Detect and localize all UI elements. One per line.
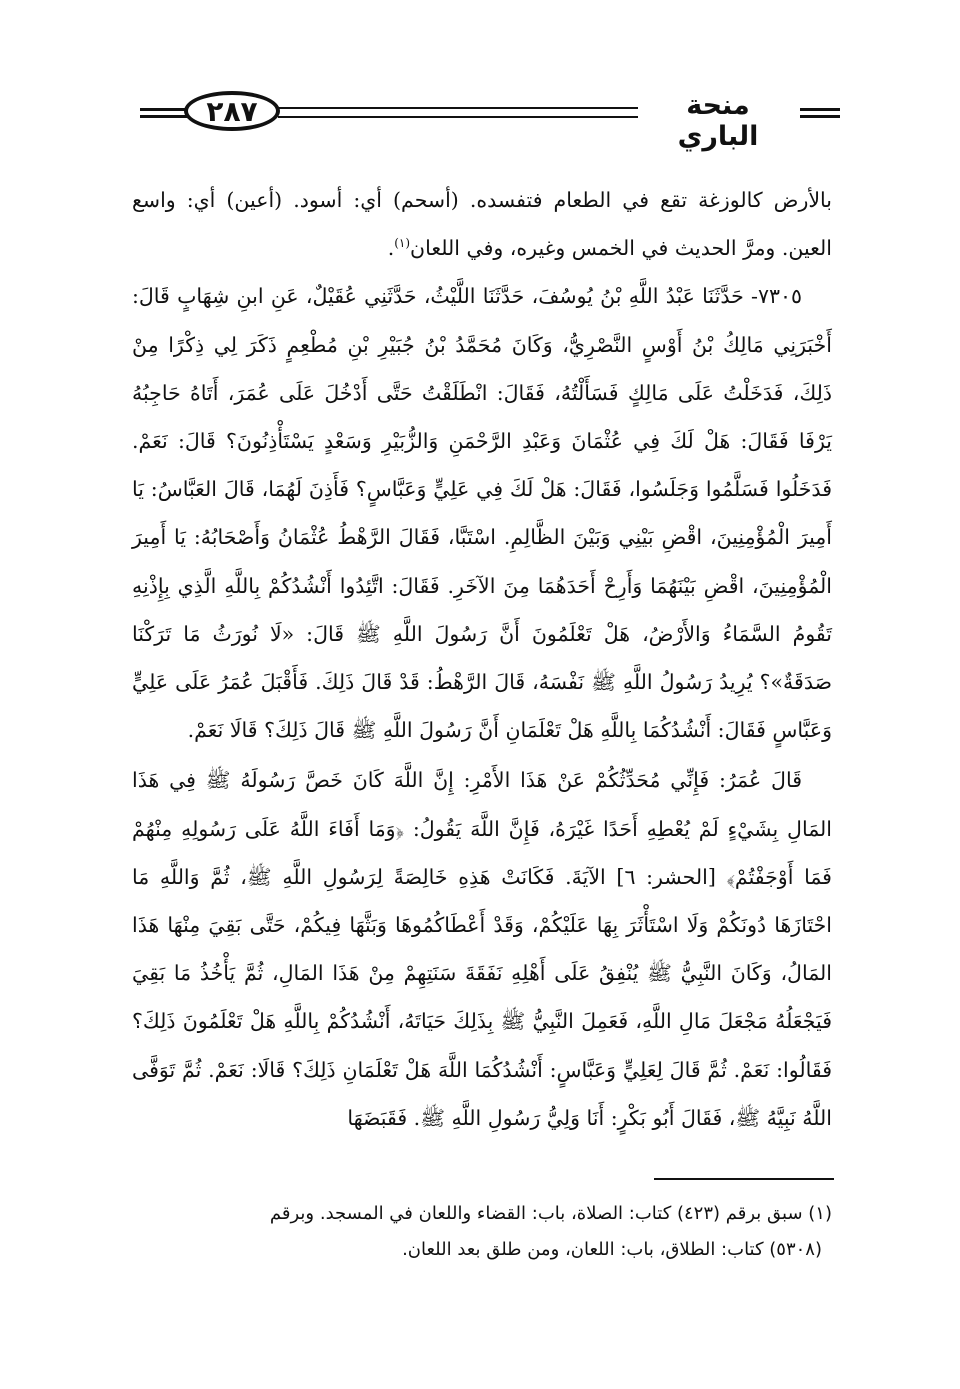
header-rule-right xyxy=(800,115,840,118)
page-header xyxy=(140,88,840,152)
footnote-marker[interactable]: (١) xyxy=(394,236,411,251)
footnote-line: (١) سبق برقم (٤٢٣) كتاب: الصلاة، باب: القضاء واللعان في المسجد. وبرقم xyxy=(269,1203,832,1224)
intro-end: . xyxy=(387,236,395,261)
footnote-rule xyxy=(654,1178,834,1180)
main-text xyxy=(132,176,832,1142)
book-title: منحة الباري xyxy=(677,90,759,152)
hadith-paragraph: ٧٣٠٥- حَدَّثَنَا عَبْدُ اللَّهِ بْنُ يُوسُفَ، حَدَّثَنَا اللَّيْثُ، حَدَّثَنِي عُقَيْلٌ، عَنِ ابنِ شِهَابٍ قَالَ: أَخْبَرَنِي مَالِكُ بْنُ أَوْسٍ النَّصْرِيُّ، وَكَانَ مُحَمَّدُ بْنُ جُبَيْرِ بْنِ مُطْعِمٍ ذَكَرَ لِي ذِكْرًا مِنْ ذَلِكَ، فَدَخَلْتُ عَلَى مَالِكٍ فَسَأَلْتُهُ، فَقَالَ: انْطَلَقْتُ حَتَّى أَدْخُلَ عَلَى عُمَرَ، أَتَاهُ حَاجِبُهُ يَرْفَا فَقَالَ: هَلْ لَكَ فِي عُثْمَانَ وَعَبْدِ الرَّحْمَنِ وَالزُّبَيْرِ وَسَعْدٍ يَسْتَأْذِنُونَ؟ قَالَ: نَعَمْ. فَدَخَلُوا فَسَلَّمُوا وَجَلَسُوا، فَقَالَ: هَلْ لَكَ فِي عَلِيٍّ وَعَبَّاسٍ؟ فَأَذِنَ لَهُمَا، قَالَ العَبَّاسُ: يَا أَمِيرَ الْمُؤْمِنِينَ، اقْضِ بَيْنِي وَبَيْنَ الظَّالِمِ. اسْتَبَّا، فَقَالَ الرَّهْطُ عُثْمَانُ وَأَصْحَابُهُ: يَا أَمِيرَ الْمُؤْمِنِينَ، اقْضِ بَيْنَهُمَا وَأَرِحْ أَحَدَهُمَا مِنَ الآخَرِ. فَقَالَ: اتَّئِدُوا أَنْشُدُكُمْ بِاللَّهِ الَّذِي بِإِذْنِهِ تَقُومُ السَّمَاءُ وَالأَرْضُ، هَلْ تَعْلَمُونَ أَنَّ رَسُولَ اللَّهِ ﷺ قَالَ: «لَا نُورَثُ مَا تَرَكْنَا صَدَقَةٌ»؟ يُرِيدُ رَسُولُ اللَّهِ ﷺ نَفْسَهُ، قَالَ الرَّهْطُ: قَدْ قَالَ ذَلِكَ. فَأَقْبَلَ عُمَرُ عَلَى عَلِيٍّ وَعَبَّاسٍ فَقَالَ: أَنْشُدُكُمَا بِاللَّهِ هَلْ تَعْلَمَانِ أَنَّ رَسُولَ اللَّهِ ﷺ قَالَ ذَلِكَ؟ قَالَا نَعَمْ. xyxy=(132,284,832,743)
intro-text: بالأرض كالوزغة تقع في الطعام فتفسده. (أسحم) أي: أسود. (أعين) أي: واسع العين. ومرَّ الحديث في الخمس وغيره، وفي اللعان xyxy=(132,188,832,261)
page-number: ٢٨٧ xyxy=(184,91,280,131)
header-rule-right xyxy=(800,108,840,111)
continuation-paragraph: قَالَ عُمَرُ: فَإِنِّي مُحَدِّثُكُمْ عَنْ هَذَا الأَمْرِ: إِنَّ اللَّهَ كَانَ خَصَّ رَسُولَهُ ﷺ فِي هَذَا المَالِ بِشَيْءٍ لَمْ يُعْطِهِ أَحَدًا غَيْرَهُ، فَإِنَّ اللَّهَ يَقُولُ: ﴿وَمَا أَفَاءَ اللَّهُ عَلَى رَسُولِهِ مِنْهُمْ فَمَا أَوْجَفْتُمْ﴾ [الحشر: ٦] الآيَةَ. فَكَانَتْ هَذِهِ خَالِصَةً لِرَسُولِ اللَّهِ ﷺ، ثُمَّ وَاللَّهِ مَا احْتَازَهَا دُونَكُمْ وَلَا اسْتَأْثَرَ بِهَا عَلَيْكُمْ، وَقَدْ أَعْطَاكُمُوهَا وَبَثَّهَا فِيكُمْ، حَتَّى بَقِيَ مِنْهَا هَذَا المَالُ، وَكَانَ النَّبِيُّ ﷺ يُنْفِقُ عَلَى أَهْلِهِ نَفَقَةَ سَنَتِهِمْ مِنْ هَذَا المَالِ، ثُمَّ يَأْخُذُ مَا بَقِيَ فَيَجْعَلُهُ مَجْعَلَ مَالِ اللَّهِ، فَعَمِلَ النَّبِيُّ ﷺ بِذَلِكَ حَيَاتَهُ، أَنْشُدُكُمْ بِاللَّهِ هَلْ تَعْلَمُونَ ذَلِكَ؟ فَقَالُوا: نَعَمْ. ثُمَّ قَالَ لِعَلِيٍّ وَعَبَّاسٍ: أَنْشُدُكُمَا اللَّهَ هَلْ تَعْلَمَانِ ذَلِكَ؟ قَالَا: نَعَمْ. ثُمَّ تَوَفَّى اللَّهُ نَبِيَّهُ ﷺ، فَقَالَ أَبُو بَكْرٍ: أَنَا وَلِيُّ رَسُولِ اللَّهِ ﷺ. فَقَبَضَهَا xyxy=(132,768,832,1130)
intro-paragraph xyxy=(132,176,832,272)
footnote xyxy=(132,1196,832,1268)
header-rule-middle xyxy=(278,107,638,109)
header-rule-middle xyxy=(278,116,638,118)
footnote-line: (٥٣٠٨) كتاب: الطلاق، باب: اللعان، ومن طلق بعد اللعان. xyxy=(402,1239,822,1260)
